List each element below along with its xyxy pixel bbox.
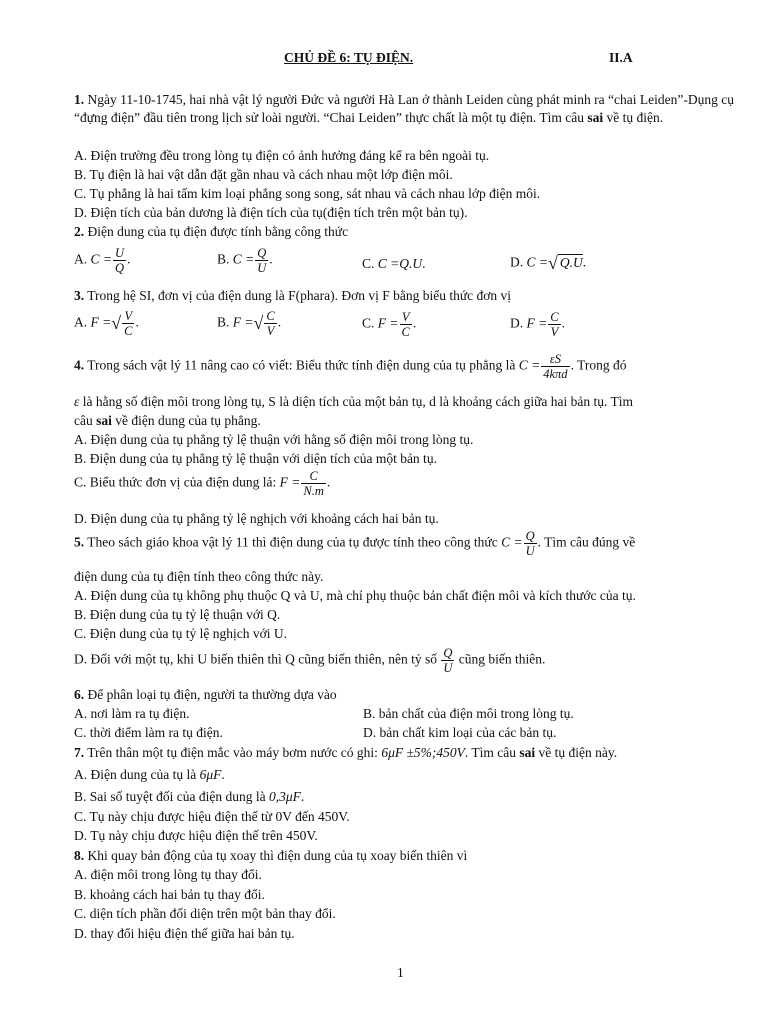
question-8-option-c: C. diện tích phần đối diện trên một bản thay đổi. — [74, 906, 336, 921]
question-4-stem-line-2: ε là hằng số điện môi trong lòng tụ, S là diện tích của một bản tụ, d là khoảng cách giữa hai bản tụ. Tìm — [74, 394, 634, 409]
question-4-stem-line-3: câu sai về điện dung của tụ phẳng. — [74, 413, 261, 428]
question-1-stem: 1. Ngày 11-10-1745, hai nhà vật lý người Đức và người Hà Lan ở thành Leiden cùng phát minh ra “chai Leiden”-Dụng cụ “đựng điện” đầu tiên trong lịch sử loài người. “Chai Leiden” thực chất là một tụ điện. Tìm câu sai về tụ điện. — [74, 92, 734, 125]
question-8-option-d: D. thay đổi hiệu điện thế giữa hai bản tụ. — [74, 926, 295, 941]
question-4-option-b: B. Điện dung của tụ phẳng tỷ lệ thuận với diện tích của một bản tụ. — [74, 451, 437, 466]
question-5-option-c: C. Điện dung của tụ tỷ lệ nghịch với U. — [74, 626, 287, 641]
question-5-stem: 5. Theo sách giáo khoa vật lý 11 thì điện dung của tụ được tính theo công thức C = $\frac{Q}{U}$ . Tìm câu đúng về — [74, 529, 636, 558]
question-7-option-b: B. Sai số tuyệt đối của điện dung là 0,3μF. — [74, 789, 305, 804]
question-7-option-a: A. Điện dung của tụ là 6μF. — [74, 767, 225, 782]
question-6-option-b: B. bản chất của điện môi trong lòng tụ. — [363, 706, 574, 721]
page-number: 1 — [397, 965, 404, 980]
question-2-option-c: C. C =Q.U. — [362, 256, 426, 271]
question-5-option-d: D. Đối với một tụ, khi U biến thiên thì Q cũng biến thiên, nên tỷ số $\frac{Q}{U}$ cũng biến thiên. — [74, 646, 546, 675]
question-4-option-d: D. Điện dung của tụ phẳng tỷ lệ nghịch với khoảng cách hai bản tụ. — [74, 511, 439, 526]
question-4-option-c: C. Biểu thức đơn vị của điện dung lả: F = $\frac{C}{N.m}$ . — [74, 469, 331, 498]
question-7-option-c: C. Tụ này chịu được hiệu điện thế từ 0V đến 450V. — [74, 809, 350, 824]
question-8-option-a: A. điện môi trong lòng tụ thay đổi. — [74, 867, 262, 882]
question-7-option-d: D. Tụ này chịu được hiệu điện thế trên 450V. — [74, 828, 318, 843]
question-3-option-d: D. F = $\frac{C}{V}$ . — [510, 310, 565, 339]
question-1-option-b: B. Tụ điện là hai vật dẫn đặt gần nhau và cách nhau một lớp điện môi. — [74, 167, 453, 182]
question-3-option-a: A. F =√ $\frac{V}{C}$ . — [74, 309, 139, 338]
question-6-stem: 6. Để phân loại tụ điện, người ta thường dựa vào — [74, 687, 337, 702]
question-3-option-c: C. F = $\frac{V}{C}$ . — [362, 310, 417, 339]
question-8-option-b: B. khoảng cách hai bản tụ thay đổi. — [74, 887, 265, 902]
question-1-option-a: A. Điện trường đều trong lòng tụ điện có ảnh hưởng đáng kể ra bên ngoài tụ. — [74, 148, 490, 163]
question-1-option-c: C. Tụ phẳng là hai tấm kim loại phẳng song song, sát nhau và cách nhau lớp điện môi. — [74, 186, 541, 201]
question-4-option-a: A. Điện dung của tụ phẳng tỷ lệ thuận với hằng số điện môi trong lòng tụ. — [74, 432, 474, 447]
question-6-option-a: A. nơi làm ra tụ điện. — [74, 706, 190, 721]
question-2-option-d: D. C =√ Q.U. — [510, 253, 587, 273]
question-5-stem-line-2: điện dung của tụ điện tính theo công thức này. — [74, 569, 324, 584]
chapter-code: II.A — [609, 50, 633, 65]
page-title: CHỦ ĐỀ 6: TỤ ĐIỆN. — [284, 50, 414, 65]
question-2-option-b: B. C = $\frac{Q}{U}$ . — [217, 246, 273, 275]
question-2-option-a: A. C = $\frac{U}{Q}$ . — [74, 246, 131, 275]
question-5-option-a: A. Điện dung của tụ không phụ thuộc Q và U, mà chỉ phụ thuộc bản chất điện môi và kích thước của tụ. — [74, 588, 636, 603]
question-6-option-d: D. bản chất kim loại của các bản tụ. — [363, 725, 557, 740]
question-8-stem: 8. Khi quay bản động của tụ xoay thì điện dung của tụ xoay biến thiên vì — [74, 848, 468, 863]
question-7-stem: 7. Trên thân một tụ điện mắc vào máy bơm nước có ghi: 6μF ±5%;450V. Tìm câu sai về tụ điện này. — [74, 745, 618, 760]
question-3-option-b: B. F =√ $\frac{C}{V}$ . — [217, 309, 282, 338]
question-3-stem: 3. Trong hệ SI, đơn vị của điện dung là F(phara). Đơn vị F bằng biểu thức đơn vị — [74, 288, 512, 303]
question-5-option-b: B. Điện dung của tụ tỷ lệ thuận với Q. — [74, 607, 281, 622]
question-1-option-d: D. Điện tích của bản dương là điện tích của tụ(điện tích trên một bản tụ). — [74, 205, 468, 220]
question-2-stem: 2. Điện dung của tụ điện được tính bằng công thức — [74, 224, 349, 239]
question-4-stem: 4. Trong sách vật lý 11 nâng cao có viết: Biểu thức tính điện dung của tụ phẳng là C = $\frac{\varepsilon S}{\text{4kπd}}$ . Trong đó — [74, 352, 627, 381]
question-6-option-c: C. thời điểm làm ra tụ điện. — [74, 725, 223, 740]
